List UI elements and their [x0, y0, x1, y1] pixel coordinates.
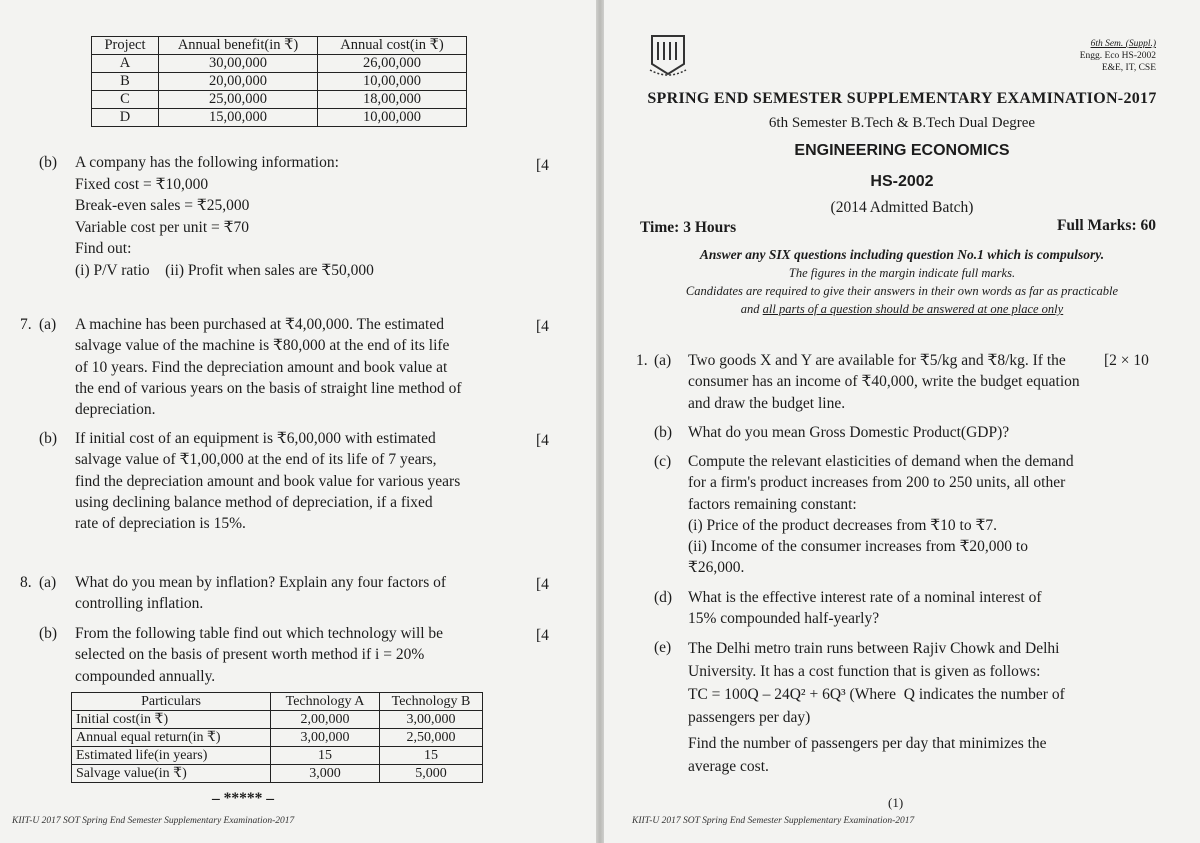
- table-cell: 2,50,000: [380, 729, 483, 747]
- table-cell: 10,00,000: [318, 73, 467, 91]
- q1e-line: average cost.: [688, 758, 769, 775]
- q7a-line: A machine has been purchased at ₹4,00,000. The estimated: [75, 316, 444, 333]
- q7b-line: salvage value of ₹1,00,000 at the end of its life of 7 years,: [75, 451, 437, 469]
- time-label: Time: 3 Hours: [640, 219, 737, 236]
- q6b-line: Find out:: [75, 240, 132, 258]
- table-row: [92, 109, 467, 127]
- page-spine: [596, 0, 604, 843]
- q1e-text: [688, 637, 1065, 778]
- q7a-marks: [4: [536, 318, 549, 335]
- q1e-line: passengers per day): [688, 709, 811, 726]
- q1d-text: [688, 587, 1042, 630]
- q1e-line: TC = 100Q – 24Q² + 6Q³ (Where Q indicates the number of: [688, 686, 1065, 703]
- table-row: [92, 91, 467, 109]
- q1a-text: [688, 350, 1080, 414]
- q8b-line: compounded annually.: [75, 667, 216, 685]
- table-cell: 20,00,000: [159, 73, 318, 91]
- q7a-text: [75, 314, 462, 420]
- project-table: [91, 36, 467, 127]
- q7b-part-label: (b): [39, 430, 58, 447]
- q1c-line: ₹26,000.: [688, 559, 745, 577]
- q1b-text: [688, 422, 1009, 443]
- q7a-line: salvage value of the machine is ₹80,000 at the end of its life: [75, 337, 450, 355]
- table-cell: 15,00,000: [159, 109, 318, 127]
- q7a-line: depreciation.: [75, 401, 156, 419]
- q8a-line: What do you mean by inflation? Explain any four factors of: [75, 574, 447, 591]
- q7b-line: find the depreciation amount and book value for various years: [75, 472, 461, 490]
- q8a-line: controlling inflation.: [75, 595, 204, 613]
- table-cell: 15: [380, 747, 483, 765]
- table-row: [92, 55, 467, 73]
- q1c-line: Compute the relevant elasticities of demand when the demand: [688, 453, 1074, 470]
- instruction-text: all parts of a question should be answered at one place only: [762, 302, 1064, 316]
- table-cell: B: [92, 73, 159, 91]
- q7a-part-label: (a): [39, 316, 57, 333]
- batch-line: (2014 Admitted Batch): [830, 199, 974, 216]
- q1b-line: What do you mean Gross Domestic Product(GDP)?: [688, 424, 1010, 441]
- technology-table: [71, 692, 483, 783]
- q1c-line: (ii) Income of the consumer increases from ₹20,000 to: [688, 538, 1028, 556]
- table-header: Particulars: [72, 693, 271, 711]
- table-cell: 3,00,000: [271, 729, 380, 747]
- q1c-line: for a firm's product increases from 200 to 250 units, all other: [688, 474, 1066, 492]
- table-cell: 25,00,000: [159, 91, 318, 109]
- q1e-part-label: (e): [654, 639, 672, 656]
- table-header: Technology B: [380, 693, 483, 711]
- left-footer: KIIT-U 2017 SOT Spring End Semester Supplementary Examination-2017: [12, 816, 295, 826]
- table-row: [92, 73, 467, 91]
- table-cell: Annual equal return(in ₹): [72, 729, 271, 747]
- q8b-line: From the following table find out which technology will be: [75, 625, 444, 642]
- q1c-line: factors remaining constant:: [688, 495, 857, 513]
- q1a-line: Two goods X and Y are available for ₹5/kg and ₹8/kg. If the: [688, 352, 1066, 369]
- instruction-line: [604, 302, 1200, 317]
- q1c-line: (i) Price of the product decreases from ₹10 to ₹7.: [688, 516, 997, 534]
- instruction-line: Candidates are required to give their answers in their own words as far as practicable: [685, 284, 1119, 298]
- q1b-part-label: (b): [654, 424, 673, 441]
- q7-number: 7.: [20, 316, 32, 333]
- q6b-text: [75, 152, 374, 282]
- q1c-part-label: (c): [654, 453, 672, 470]
- q6b-line: Break-even sales = ₹25,000: [75, 197, 250, 215]
- q8-number: 8.: [20, 574, 32, 591]
- table-header: Annual benefit(in ₹): [159, 37, 318, 55]
- q7b-marks: [4: [536, 432, 549, 449]
- q6b-line: Fixed cost = ₹10,000: [75, 175, 209, 193]
- instruction-line: Answer any SIX questions including question No.1 which is compulsory.: [699, 247, 1105, 262]
- q1e-line: Find the number of passengers per day that minimizes the: [688, 735, 1047, 752]
- q7a-line: the end of various years on the basis of straight line method of: [75, 379, 462, 397]
- q1e-line: University. It has a cost function that is given as follows:: [688, 663, 1041, 680]
- q8a-text: [75, 572, 446, 615]
- q1d-line: 15% compounded half-yearly?: [688, 610, 880, 628]
- q1d-part-label: (d): [654, 589, 673, 606]
- table-cell: C: [92, 91, 159, 109]
- table-cell: 30,00,000: [159, 55, 318, 73]
- q6b-line: Variable cost per unit = ₹70: [75, 218, 249, 236]
- right-footer: KIIT-U 2017 SOT Spring End Semester Supplementary Examination-2017: [632, 816, 915, 826]
- end-mark: – ***** –: [212, 790, 274, 807]
- q6b-marks: [4: [536, 157, 549, 174]
- q1a-part-label: (a): [654, 352, 672, 369]
- table-cell: 10,00,000: [318, 109, 467, 127]
- table-header-row: [92, 37, 467, 55]
- subject-title: ENGINEERING ECONOMICS: [794, 142, 1010, 159]
- q8a-part-label: (a): [39, 574, 57, 591]
- q1-number: 1.: [636, 352, 648, 369]
- table-row: [72, 747, 483, 765]
- table-header: Annual cost(in ₹): [318, 37, 467, 55]
- q6b-part-label: (b): [39, 154, 58, 171]
- table-cell: 3,000: [271, 765, 380, 783]
- semester-line: 6th Semester B.Tech & B.Tech Dual Degree: [768, 115, 1036, 131]
- q7b-line: using declining balance method of depreciation, if a fixed: [75, 493, 433, 511]
- right-page: [604, 0, 1200, 843]
- q1a-line: and draw the budget line.: [688, 394, 846, 412]
- table-cell: Salvage value(in ₹): [72, 765, 271, 783]
- instruction-text: and: [740, 302, 763, 316]
- table-header: Technology A: [271, 693, 380, 711]
- q8b-text: [75, 623, 443, 687]
- table-row: [72, 711, 483, 729]
- q6b-line: (i) P/V ratio (ii) Profit when sales are ₹50,000: [75, 261, 374, 279]
- q8b-line: selected on the basis of present worth method if i = 20%: [75, 646, 425, 664]
- course-info-line: Engg. Eco HS-2002: [1079, 51, 1156, 61]
- table-cell: D: [92, 109, 159, 127]
- q8a-marks: [4: [536, 576, 549, 593]
- instruction-line: The figures in the margin indicate full marks.: [788, 266, 1016, 280]
- table-cell: 26,00,000: [318, 55, 467, 73]
- left-page: [0, 0, 596, 843]
- q8b-marks: [4: [536, 627, 549, 644]
- table-row: [72, 729, 483, 747]
- table-cell: 5,000: [380, 765, 483, 783]
- q1-marks: [2 × 10: [1104, 352, 1149, 369]
- table-row: [72, 765, 483, 783]
- course-info-line: 6th Sem. (Suppl.): [1090, 39, 1156, 49]
- table-cell: A: [92, 55, 159, 73]
- q1a-line: consumer has an income of ₹40,000, write the budget equation: [688, 373, 1080, 391]
- q7b-line: rate of depreciation is 15%.: [75, 515, 246, 533]
- table-cell: Estimated life(in years): [72, 747, 271, 765]
- table-header: Project: [92, 37, 159, 55]
- table-cell: 2,00,000: [271, 711, 380, 729]
- q1e-line: The Delhi metro train runs between Rajiv Chowk and Delhi: [688, 640, 1060, 657]
- page-number: (1): [888, 795, 904, 810]
- course-info-line: E&E, IT, CSE: [1101, 63, 1156, 73]
- table-cell: Initial cost(in ₹): [72, 711, 271, 729]
- q1d-line: What is the effective interest rate of a nominal interest of: [688, 589, 1042, 606]
- full-marks-label: Full Marks: 60: [1056, 217, 1156, 234]
- table-cell: 15: [271, 747, 380, 765]
- q7b-line: If initial cost of an equipment is ₹6,00,000 with estimated: [75, 430, 436, 447]
- q6b-line: A company has the following information:: [75, 154, 339, 171]
- table-header-row: [72, 693, 483, 711]
- course-info-block: [1080, 38, 1156, 74]
- table-cell: 3,00,000: [380, 711, 483, 729]
- subject-code: HS-2002: [870, 173, 934, 190]
- university-logo-icon: [644, 30, 692, 78]
- q8b-part-label: (b): [39, 625, 58, 642]
- table-cell: 18,00,000: [318, 91, 467, 109]
- q7b-text: [75, 428, 460, 534]
- exam-title: SPRING END SEMESTER SUPPLEMENTARY EXAMINATION-2017: [647, 90, 1157, 107]
- q1c-text: [688, 451, 1074, 579]
- q7a-line: of 10 years. Find the depreciation amount and book value at: [75, 358, 448, 376]
